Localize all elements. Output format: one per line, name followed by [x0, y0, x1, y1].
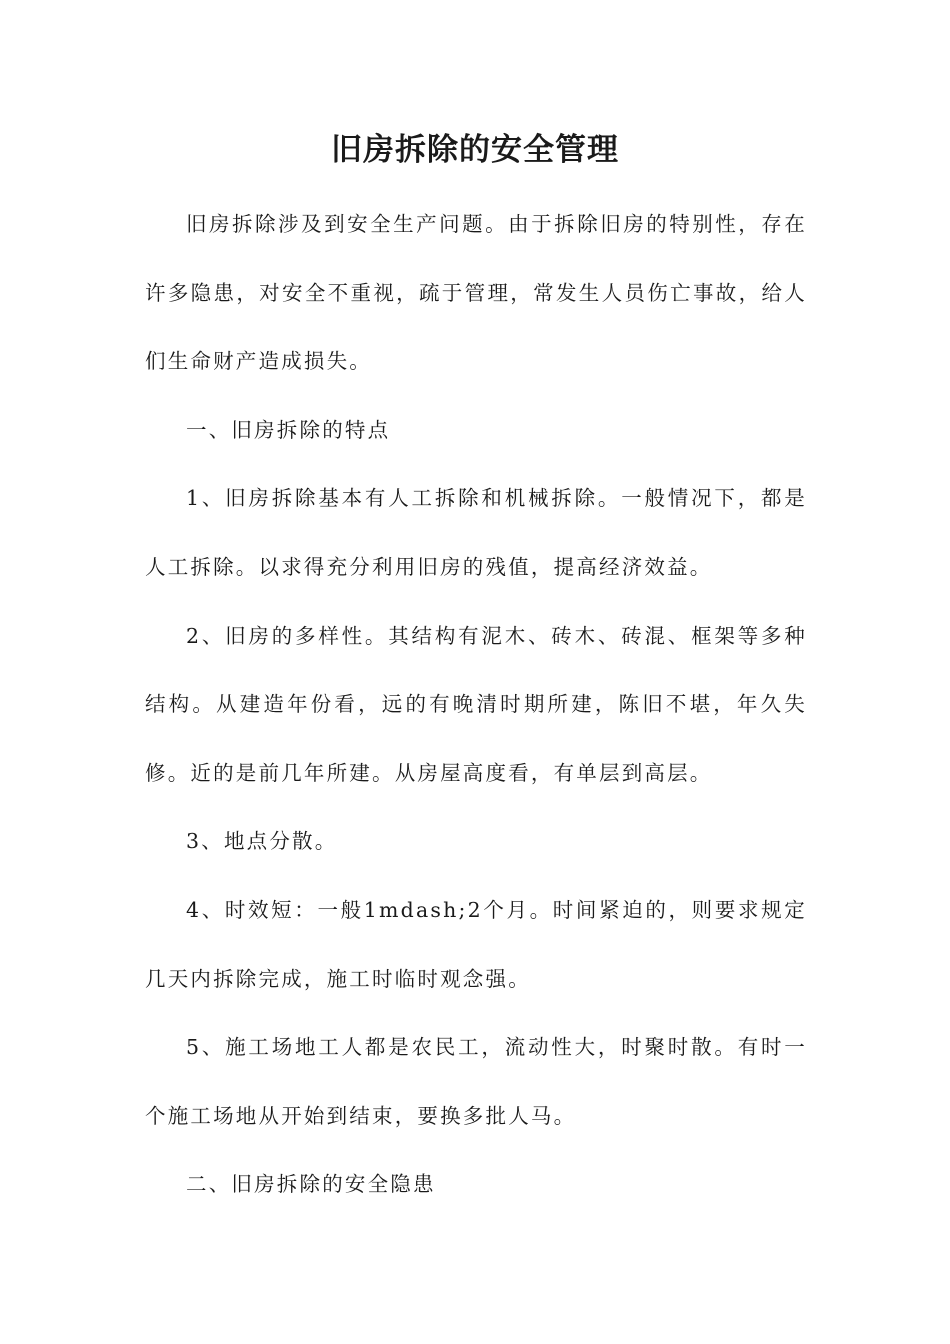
document-body: [145, 190, 807, 1219]
list-item-1: 1、旧房拆除基本有人工拆除和机械拆除。一般情况下，都是人工拆除。以求得充分利用旧房的残值，提高经济效益。: [145, 486, 807, 579]
section-heading-2: 二、旧房拆除的安全隐患: [186, 1172, 436, 1197]
list-item-4: 4、时效短：一般1mdash;2个月。时间紧迫的，则要求规定几天内拆除完成，施工时临时观念强。: [145, 897, 807, 991]
list-item-2: 2、旧房的多样性。其结构有泥木、砖木、砖混、框架等多种结构。从建造年份看，远的有晚清时期所建，陈旧不堪，年久失修。近的是前几年所建。从房屋高度看，有单层到高层。: [145, 623, 807, 785]
document-title: 旧房拆除的安全管理: [331, 132, 619, 168]
list-item-5: 5、施工场地工人都是农民工，流动性大，时聚时散。有时一个施工场地从开始到结束，要换多批人马。: [145, 1035, 807, 1128]
paragraph-intro: 旧房拆除涉及到安全生产问题。由于拆除旧房的特别性，存在许多隐患，对安全不重视，疏于管理，常发生人员伤亡事故，给人们生命财产造成损失。: [145, 212, 807, 374]
section-heading-1: 一、旧房拆除的特点: [186, 417, 391, 442]
list-item-3: 3、地点分散。: [186, 829, 338, 854]
